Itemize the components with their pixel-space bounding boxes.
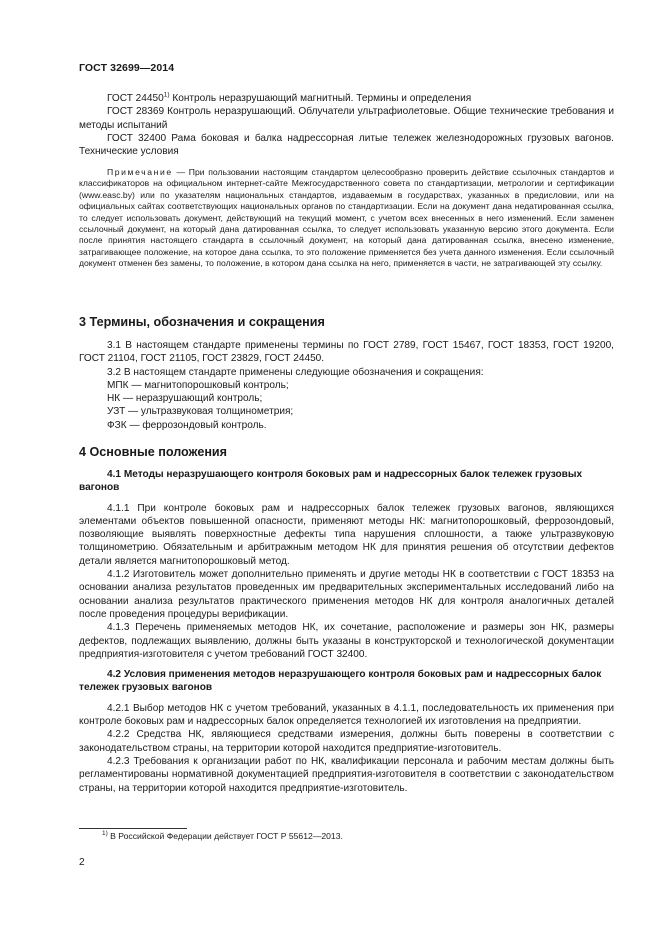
paragraph: 4.1.3 Перечень применяемых методов НК, их сочетание, расположение и размеры зон НК, размеры дефектов, подлежащих выявлению, должны быть указаны в конструкторской и технологической документации предприятия-изготовителя с учетом требований ГОСТ 32400. — [79, 622, 614, 660]
reference-item: ГОСТ 24450$^{1)}$ Контроль неразрушающий магнитный. Термины и определения — [107, 91, 472, 104]
abbr-item: УЗТ — ультразвуковая толщинометрия; — [107, 406, 294, 418]
page-number: 2 — [79, 857, 85, 868]
reference-item: ГОСТ 28369 Контроль неразрушающий. Облучатели ультрафиолетовые. Общие технические требования и методы испытаний — [79, 106, 614, 131]
paragraph: 3.1 В настоящем стандарте применены термины по ГОСТ 2789, ГОСТ 15467, ГОСТ 18353, ГОСТ 19200, ГОСТ 21104, ГОСТ 21105, ГОСТ 23829, ГОСТ 24450. — [79, 340, 614, 365]
reference-item: ГОСТ 32400 Рама боковая и балка надрессорная литые тележек железнодорожных грузовых вагонов. Технические условия — [79, 132, 614, 158]
page-header: ГОСТ 32699—2014 — [79, 62, 175, 74]
note-label: Примечание — [107, 167, 173, 177]
abbr-item: НК — неразрушающий контроль; — [107, 393, 263, 405]
subsection-title: 4.2 Условия применения методов неразрушающего контроля боковых рам и надрессорных балок тележек грузовых вагонов — [79, 669, 602, 694]
paragraph: 3.2 В настоящем стандарте применены следующие обозначения и сокращения: — [107, 366, 484, 378]
footnote-divider — [79, 828, 187, 829]
paragraph: 4.1.2 Изготовитель может дополнительно применять и другие методы НК в соответствии с ГОСТ 18353 на основании анализа результатов проведенных им предварительных экспериментальных исследований либо на основании анализа результатов практического применения методов НК для контроля аналогичных деталей после проведения процедуры верификации. — [79, 569, 614, 620]
abbr-item: ФЗК — феррозондовый контроль. — [107, 419, 267, 431]
paragraph: 4.2.3 Требования к организации работ по НК, квалификации персонала и рабочим местам должны быть регламентированы нормативной документацией предприятия-изготовителя в соответствии с законодательством страны, на территории которой находится предприятие-изготовитель. — [79, 755, 614, 794]
section-4 — [79, 444, 614, 795]
normative-references — [79, 92, 614, 158]
footnote: $^{1)}$ В Российской Федерации действует ГОСТ Р 55612—2013. — [102, 830, 343, 841]
note-block — [79, 167, 614, 270]
section-3 — [79, 314, 614, 432]
paragraph: 4.2.2 Средства НК, являющиеся средствами измерения, должны быть поверены в соответствии с законодательством страны, на территории которой находится предприятие-изготовитель. — [79, 729, 614, 754]
paragraph: 4.2.1 Выбор методов НК с учетом требований, указанных в 4.1.1, последовательность их применения при контроле боковых рам и надрессорных балок определяется технологией их изготовления на предприятии. — [79, 702, 614, 728]
abbr-item: МПК — магнитопорошковый контроль; — [107, 379, 289, 391]
paragraph: 4.1.1 При контроле боковых рам и надрессорных балок тележек грузовых вагонов, являющихся элементами объектов повышенной опасности, применяют методы НК: магнитопорошковый, феррозондовый, позволяющие выявлять поверхностные дефекты типа нарушения сплошности, а также ультразвуковую толщинометрию. Обязательным и арбитражным методом НК для принятия решения об отсутствии дефектов детали является магнитопорошковый метод. — [79, 502, 614, 567]
subsection-title: 4.1 Методы неразрушающего контроля боковых рам и надрессорных балок тележек грузовых вагонов — [79, 469, 583, 494]
section-title: 4 Основные положения — [79, 445, 228, 459]
note-text: — При пользовании настоящим стандартом целесообразно проверить действие ссылочных стандартов и классификаторов на официальном интернет-сайте Межгосударственного совета по стандартизации, метрологии и сертификации (www.easc.by) или по указателям национальных стандартов, издаваемым в государствах, указанных в предисловии, или на официальных сайтах соответствующих национальных органов по стандартизации. Если на документ дана недатированная ссылка, то следует использовать документ, действующий на текущий момент, с учетом всех внесенных в него изменений. Если заменен ссылочный документ, на который дана датированная ссылка, то следует использовать указанную версию этого документа. Если после принятия настоящего стандарта в ссылочный документ, на который дана датированная ссылка, внесено изменение, затрагивающее положение, на которое дана ссылка, то это положение применяется без учета данного изменения. Если ссылочный документ отменен без замены, то положение, в котором дана ссылка на него, применяется в части, не затрагивающей эту ссылку. — [79, 167, 614, 269]
section-title: 3 Термины, обозначения и сокращения — [79, 315, 325, 329]
